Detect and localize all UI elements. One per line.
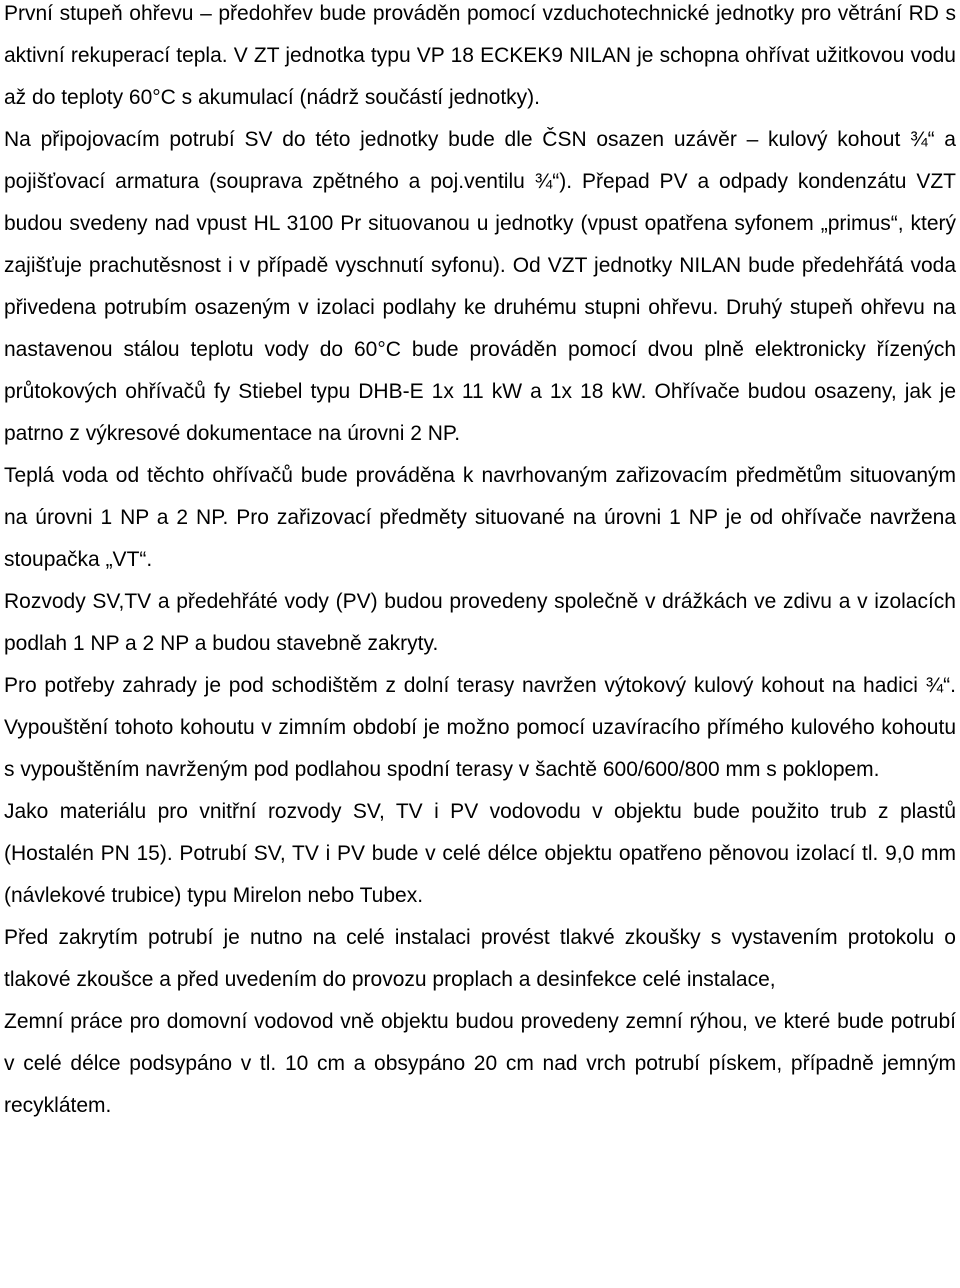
paragraph-hot-water-distribution: Teplá voda od těchto ohřívačů bude prováděna k navrhovaným zařizovacím předmětům situovaným na úrovni 1 NP a 2 NP. Pro zařizovací předměty situované na úrovni 1 NP je od ohřívače navržena stoupačka „VT“. <box>4 464 956 571</box>
paragraph-first-heating-stage: První stupeň ohřevu – předohřev bude prováděn pomocí vzduchotechnické jednotky pro větrání RD s aktivní rekuperací tepla. V ZT jednotka typu VP 18 ECKEK9 NILAN je schopna ohřívat užitkovou vodu až do teploty 60°C s akumulací (nádrž součástí jednotky). <box>4 2 956 109</box>
paragraph-earthworks: Zemní práce pro domovní vodovod vně objektu budou provedeny zemní rýhou, ve které bude potrubí v celé délce podsypáno v tl. 10 cm a obsypáno 20 cm nad vrch potrubí pískem, případně jemným recyklátem. <box>4 1010 956 1117</box>
paragraph-pressure-test: Před zakrytím potrubí je nutno na celé instalaci provést tlakvé zkoušky s vystavením protokolu o tlakové zkoušce a před uvedením do provozu proplach a desinfekce celé instalace, <box>4 926 956 991</box>
paragraph-connection-pipe: Na připojovacím potrubí SV do této jednotky bude dle ČSN osazen uzávěr – kulový kohout ¾“ a pojišťovací armatura (souprava zpětného a poj.ventilu ¾“). Přepad PV a odpady kondenzátu VZT budou svedeny nad vpust HL 3100 Pr situovanou u jednotky (vpust opatřena syfonem „primus“, který zajišťuje prachutěsnost i v případě vyschnutí syfonu). Od VZT jednotky NILAN bude předehřátá voda přivedena potrubím osazeným v izolaci podlahy ke druhému stupni ohřevu. Druhý stupeň ohřevu na nastavenou stálou teplotu vody do 60°C bude prováděn pomocí dvou plně elektronicky řízených průtokových ohřívačů fy Stiebel typu DHB-E 1x 11 kW a 1x 18 kW. Ohřívače budou osazeny, jak je patrno z výkresové dokumentace na úrovni 2 NP. <box>4 128 956 445</box>
paragraph-pipe-material: Jako materiálu pro vnitřní rozvody SV, TV i PV vodovodu v objektu bude použito trub z plastů (Hostalén PN 15). Potrubí SV, TV i PV bude v celé délce objektu opatřeno pěnovou izolací tl. 9,0 mm (návlekové trubice) typu Mirelon nebo Tubex. <box>4 800 956 907</box>
paragraph-garden-tap: Pro potřeby zahrady je pod schodištěm z dolní terasy navržen výtokový kulový kohout na hadici ¾“. Vypouštění tohoto kohoutu v zimním období je možno pomocí uzavíracího přímého kulového kohoutu s vypouštěním navrženým pod podlahou spodní terasy v šachtě 600/600/800 mm s poklopem. <box>4 674 956 781</box>
paragraph-pipe-routing: Rozvody SV,TV a předehřáté vody (PV) budou provedeny společně v drážkách ve zdivu a v izolacích podlah 1 NP a 2 NP a budou stavebně zakryty. <box>4 590 956 655</box>
